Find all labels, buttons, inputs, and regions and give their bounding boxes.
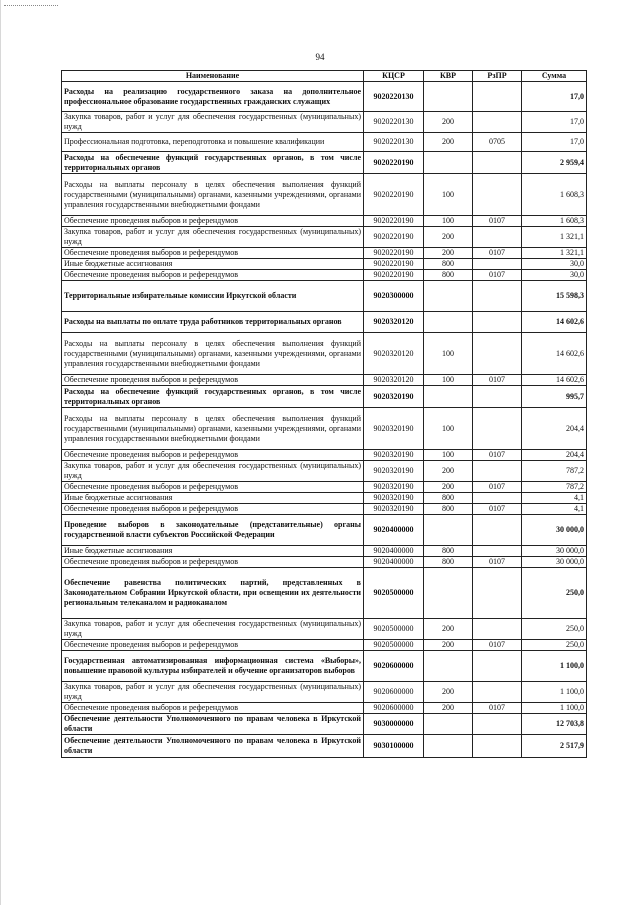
cell-rzpr: 0107 — [473, 557, 522, 568]
cell-rzpr — [473, 493, 522, 504]
cell-kcsr: 9020400000 — [364, 546, 424, 557]
table-row — [62, 152, 587, 174]
cell-sum: 1 100,0 — [522, 703, 587, 714]
cell-name: Закупка товаров, работ и услуг для обеспечения государственных (муниципальных) нужд — [62, 227, 364, 248]
cell-sum: 12 703,8 — [522, 714, 587, 735]
table-row — [62, 619, 587, 640]
cell-sum: 4,1 — [522, 504, 587, 515]
scan-mark — [4, 5, 58, 8]
header-name: Наименование — [62, 71, 364, 82]
cell-name: Обеспечение деятельности Уполномоченного по правам человека в Иркутской области — [62, 735, 364, 758]
cell-sum: 14 602,6 — [522, 333, 587, 375]
cell-kvr: 800 — [424, 557, 473, 568]
cell-rzpr: 0107 — [473, 375, 522, 386]
cell-kcsr: 9020500000 — [364, 619, 424, 640]
page-number: 94 — [315, 52, 325, 62]
cell-sum: 1 608,3 — [522, 216, 587, 227]
cell-sum: 1 608,3 — [522, 174, 587, 216]
header-kvr: КВР — [424, 71, 473, 82]
table-row — [62, 375, 587, 386]
cell-name: Обеспечение проведения выборов и референдумов — [62, 703, 364, 714]
cell-kvr — [424, 568, 473, 619]
cell-kvr: 200 — [424, 248, 473, 259]
cell-name: Расходы на реализацию государственного заказа на дополнительное профессиональное образование государственных гражданских служащих — [62, 82, 364, 112]
cell-kvr: 800 — [424, 259, 473, 270]
cell-name: Иные бюджетные ассигнования — [62, 493, 364, 504]
cell-kcsr: 9020600000 — [364, 703, 424, 714]
table-row — [62, 133, 587, 152]
table-row — [62, 270, 587, 281]
cell-kcsr: 9020220130 — [364, 133, 424, 152]
cell-kvr: 800 — [424, 546, 473, 557]
cell-rzpr — [473, 82, 522, 112]
table-row — [62, 482, 587, 493]
cell-rzpr: 0107 — [473, 450, 522, 461]
cell-rzpr — [473, 682, 522, 703]
cell-name: Проведение выборов в законодательные (представительные) органы государственной власти субъектов Российской Федерации — [62, 515, 364, 546]
table-row — [62, 461, 587, 482]
cell-sum: 2 517,9 — [522, 735, 587, 758]
cell-rzpr: 0705 — [473, 133, 522, 152]
cell-sum: 14 602,6 — [522, 312, 587, 333]
cell-rzpr: 0107 — [473, 482, 522, 493]
cell-kvr: 800 — [424, 493, 473, 504]
table-row — [62, 703, 587, 714]
cell-name: Обеспечение равенства политических партий, представленных в Законодательном Собрании Иркутской области, при освещении их деятельности региональным телеканалом и радиоканалом — [62, 568, 364, 619]
cell-rzpr — [473, 386, 522, 408]
cell-kcsr: 9020320190 — [364, 504, 424, 515]
cell-rzpr — [473, 714, 522, 735]
cell-kcsr: 9020220190 — [364, 174, 424, 216]
cell-kcsr: 9020400000 — [364, 557, 424, 568]
cell-kcsr: 9020500000 — [364, 640, 424, 651]
cell-sum: 17,0 — [522, 82, 587, 112]
cell-name: Обеспечение проведения выборов и референдумов — [62, 482, 364, 493]
table-row — [62, 333, 587, 375]
table-row — [62, 82, 587, 112]
table-row — [62, 216, 587, 227]
cell-name: Иные бюджетные ассигнования — [62, 259, 364, 270]
cell-rzpr: 0107 — [473, 248, 522, 259]
cell-kcsr: 9020220190 — [364, 259, 424, 270]
cell-sum: 30 000,0 — [522, 557, 587, 568]
cell-kcsr: 9020220190 — [364, 152, 424, 174]
cell-kcsr: 9020220190 — [364, 270, 424, 281]
cell-kcsr: 9020300000 — [364, 281, 424, 312]
cell-sum: 1 321,1 — [522, 227, 587, 248]
cell-kvr — [424, 515, 473, 546]
cell-kvr: 200 — [424, 482, 473, 493]
cell-kcsr: 9020320190 — [364, 450, 424, 461]
table-row — [62, 248, 587, 259]
cell-rzpr — [473, 461, 522, 482]
cell-sum: 14 602,6 — [522, 375, 587, 386]
table-row — [62, 312, 587, 333]
cell-kcsr: 9020320190 — [364, 408, 424, 450]
cell-name: Обеспечение деятельности Уполномоченного по правам человека в Иркутской области — [62, 714, 364, 735]
cell-kvr: 200 — [424, 227, 473, 248]
cell-kvr: 100 — [424, 216, 473, 227]
cell-kvr: 200 — [424, 112, 473, 133]
cell-rzpr: 0107 — [473, 270, 522, 281]
cell-kcsr: 9020320120 — [364, 375, 424, 386]
cell-kvr — [424, 386, 473, 408]
cell-kvr: 100 — [424, 408, 473, 450]
table-row — [62, 568, 587, 619]
cell-sum: 250,0 — [522, 568, 587, 619]
cell-rzpr: 0107 — [473, 216, 522, 227]
cell-name: Расходы на выплаты по оплате труда работников территориальных органов — [62, 312, 364, 333]
cell-kvr — [424, 281, 473, 312]
cell-kcsr: 9030100000 — [364, 735, 424, 758]
cell-kcsr: 9030000000 — [364, 714, 424, 735]
cell-name: Обеспечение проведения выборов и референдумов — [62, 504, 364, 515]
cell-name: Закупка товаров, работ и услуг для обеспечения государственных (муниципальных) нужд — [62, 461, 364, 482]
table-row — [62, 546, 587, 557]
table-header-row — [62, 71, 587, 82]
table-row — [62, 408, 587, 450]
cell-sum: 4,1 — [522, 493, 587, 504]
table-row — [62, 493, 587, 504]
table-row — [62, 259, 587, 270]
cell-rzpr — [473, 651, 522, 682]
cell-name: Обеспечение проведения выборов и референдумов — [62, 216, 364, 227]
cell-sum: 1 100,0 — [522, 682, 587, 703]
cell-kvr: 200 — [424, 703, 473, 714]
cell-rzpr: 0107 — [473, 640, 522, 651]
cell-rzpr — [473, 546, 522, 557]
table-row — [62, 281, 587, 312]
cell-kvr: 800 — [424, 504, 473, 515]
cell-sum: 30,0 — [522, 259, 587, 270]
cell-kcsr: 9020220190 — [364, 216, 424, 227]
table-row — [62, 651, 587, 682]
cell-rzpr — [473, 174, 522, 216]
cell-name: Обеспечение проведения выборов и референдумов — [62, 640, 364, 651]
table-row — [62, 112, 587, 133]
cell-name: Расходы на обеспечение функций государственных органов, в том числе территориальных органов — [62, 152, 364, 174]
table-row — [62, 557, 587, 568]
table-row — [62, 386, 587, 408]
cell-kcsr: 9020500000 — [364, 568, 424, 619]
cell-name: Обеспечение проведения выборов и референдумов — [62, 248, 364, 259]
table-row — [62, 640, 587, 651]
cell-sum: 17,0 — [522, 133, 587, 152]
cell-kvr: 100 — [424, 174, 473, 216]
cell-name: Обеспечение проведения выборов и референдумов — [62, 375, 364, 386]
cell-sum: 204,4 — [522, 408, 587, 450]
cell-sum: 1 321,1 — [522, 248, 587, 259]
cell-name: Территориальные избирательные комиссии Иркутской области — [62, 281, 364, 312]
cell-kcsr: 9020220130 — [364, 82, 424, 112]
cell-kvr — [424, 312, 473, 333]
cell-kcsr: 9020220190 — [364, 248, 424, 259]
cell-rzpr — [473, 408, 522, 450]
cell-sum: 1 100,0 — [522, 651, 587, 682]
budget-table — [61, 70, 587, 758]
cell-kvr: 200 — [424, 619, 473, 640]
cell-rzpr — [473, 227, 522, 248]
cell-rzpr — [473, 735, 522, 758]
cell-kvr: 200 — [424, 461, 473, 482]
cell-sum: 30,0 — [522, 270, 587, 281]
table-row — [62, 735, 587, 758]
cell-name: Государственная автоматизированная информационная система «Выборы», повышение правовой культуры избирателей и обучение организаторов выборов — [62, 651, 364, 682]
table-row — [62, 515, 587, 546]
table-row — [62, 450, 587, 461]
cell-kvr: 200 — [424, 133, 473, 152]
cell-name: Закупка товаров, работ и услуг для обеспечения государственных (муниципальных) нужд — [62, 619, 364, 640]
cell-kcsr: 9020320190 — [364, 493, 424, 504]
cell-kcsr: 9020320190 — [364, 482, 424, 493]
cell-rzpr — [473, 312, 522, 333]
cell-sum: 30 000,0 — [522, 546, 587, 557]
cell-rzpr — [473, 259, 522, 270]
cell-sum: 15 598,3 — [522, 281, 587, 312]
cell-rzpr — [473, 281, 522, 312]
table-row — [62, 174, 587, 216]
header-kcsr: КЦСР — [364, 71, 424, 82]
cell-name: Профессиональная подготовка, переподготовка и повышение квалификации — [62, 133, 364, 152]
header-sum: Сумма — [522, 71, 587, 82]
cell-kcsr: 9020320190 — [364, 461, 424, 482]
cell-name: Обеспечение проведения выборов и референдумов — [62, 557, 364, 568]
cell-sum: 17,0 — [522, 112, 587, 133]
table-row — [62, 227, 587, 248]
table-row — [62, 504, 587, 515]
cell-kvr: 800 — [424, 270, 473, 281]
cell-kvr — [424, 152, 473, 174]
cell-sum: 30 000,0 — [522, 515, 587, 546]
cell-sum: 250,0 — [522, 640, 587, 651]
cell-kvr: 100 — [424, 333, 473, 375]
cell-sum: 204,4 — [522, 450, 587, 461]
cell-kcsr: 9020220130 — [364, 112, 424, 133]
cell-kvr: 100 — [424, 450, 473, 461]
cell-kcsr: 9020320120 — [364, 312, 424, 333]
cell-rzpr — [473, 333, 522, 375]
scan-left-edge — [0, 0, 1, 905]
cell-sum: 995,7 — [522, 386, 587, 408]
cell-rzpr — [473, 568, 522, 619]
table-row — [62, 714, 587, 735]
cell-rzpr — [473, 152, 522, 174]
cell-kvr — [424, 714, 473, 735]
cell-kvr: 100 — [424, 375, 473, 386]
cell-kvr — [424, 735, 473, 758]
cell-name: Расходы на обеспечение функций государственных органов, в том числе территориальных органов — [62, 386, 364, 408]
cell-kcsr: 9020320190 — [364, 386, 424, 408]
cell-name: Расходы на выплаты персоналу в целях обеспечения выполнения функций государственными (муниципальными) органами, казенными учреждениями, органами управления государственными внебюджетными фондами — [62, 408, 364, 450]
cell-name: Закупка товаров, работ и услуг для обеспечения государственных (муниципальных) нужд — [62, 112, 364, 133]
cell-rzpr — [473, 112, 522, 133]
cell-kvr: 200 — [424, 640, 473, 651]
cell-sum: 787,2 — [522, 482, 587, 493]
cell-name: Обеспечение проведения выборов и референдумов — [62, 270, 364, 281]
header-rzpr: РзПР — [473, 71, 522, 82]
cell-kcsr: 9020400000 — [364, 515, 424, 546]
cell-kvr — [424, 651, 473, 682]
cell-kvr: 200 — [424, 682, 473, 703]
cell-name: Иные бюджетные ассигнования — [62, 546, 364, 557]
cell-kcsr: 9020220190 — [364, 227, 424, 248]
cell-kvr — [424, 82, 473, 112]
cell-kcsr: 9020600000 — [364, 682, 424, 703]
cell-name: Расходы на выплаты персоналу в целях обеспечения выполнения функций государственными (муниципальными) органами, казенными учреждениями, органами управления государственными внебюджетными фондами — [62, 333, 364, 375]
cell-rzpr: 0107 — [473, 504, 522, 515]
cell-rzpr — [473, 619, 522, 640]
cell-sum: 787,2 — [522, 461, 587, 482]
cell-sum: 2 959,4 — [522, 152, 587, 174]
cell-rzpr — [473, 515, 522, 546]
cell-name: Расходы на выплаты персоналу в целях обеспечения выполнения функций государственными (муниципальными) органами, казенными учреждениями, органами управления государственными внебюджетными фондами — [62, 174, 364, 216]
cell-kcsr: 9020320120 — [364, 333, 424, 375]
cell-name: Закупка товаров, работ и услуг для обеспечения государственных (муниципальных) нужд — [62, 682, 364, 703]
cell-sum: 250,0 — [522, 619, 587, 640]
cell-name: Обеспечение проведения выборов и референдумов — [62, 450, 364, 461]
cell-rzpr: 0107 — [473, 703, 522, 714]
table-row — [62, 682, 587, 703]
cell-kcsr: 9020600000 — [364, 651, 424, 682]
